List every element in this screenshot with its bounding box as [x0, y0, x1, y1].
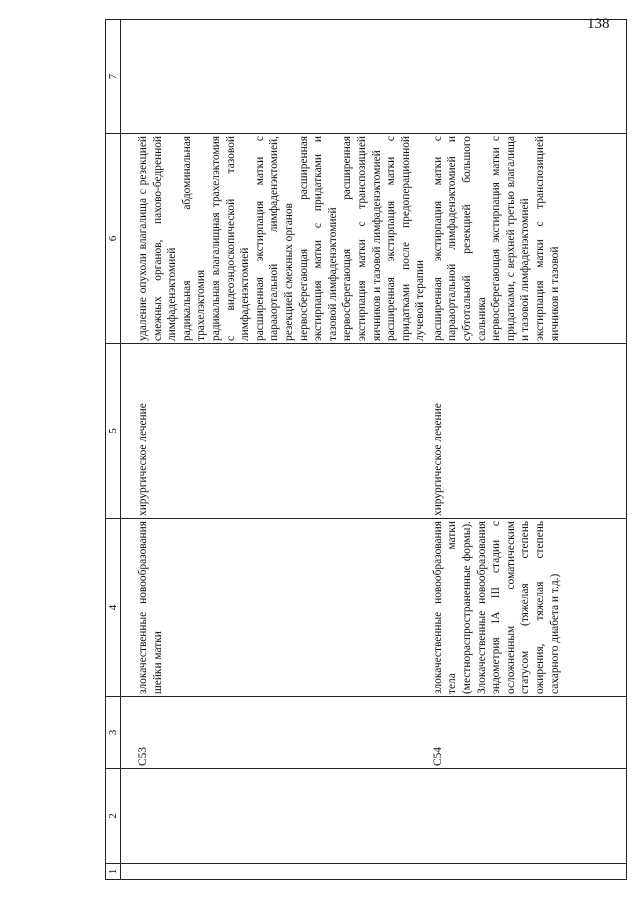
column-header: 3 [106, 697, 121, 769]
column-header: 5 [106, 344, 121, 519]
column-header: 6 [106, 134, 121, 344]
cell-diagnosis: злокачественные новообразования шейки матки [121, 519, 428, 697]
rotated-table-wrapper [105, 20, 595, 880]
column-header: 1 [106, 864, 121, 880]
column-header: 2 [106, 769, 121, 864]
cell-treatment-type: хирургическое лечение [121, 344, 428, 519]
table-row [428, 20, 627, 880]
cell-number [428, 864, 627, 880]
cell-methods [428, 134, 627, 344]
cell-number [121, 864, 428, 880]
cell-cost [121, 20, 428, 134]
medical-care-table [105, 19, 627, 880]
cell-profile [428, 769, 627, 864]
cell-profile [121, 769, 428, 864]
method-item: нервосберегающая расширенная экстирпация матки с транспозицией яичников и тазовой лимфаденэктомией [341, 136, 383, 341]
method-item: радикальная влагалищная трахелэктомия с видеоэндоскопической тазовой лимфаденэктомией [209, 136, 252, 341]
cell-diagnosis: злокачественные новообразования тела матки (местнораспространенные формы). Злокачественные новообразования эндометрия IA III стадии с осложненным соматическим статусом (тяжелая степень ожирения, тяжелая степень сахарного диабета и т.д.) [428, 519, 627, 697]
cell-code: C54 [428, 697, 627, 769]
method-item: удаление опухоли влагалища с резекцией смежных органов, пахово-бедренной лимфаденэктомией [137, 136, 179, 341]
cell-treatment-type: хирургическое лечение [428, 344, 627, 519]
column-header: 4 [106, 519, 121, 697]
method-item: экстирпация матки с транспозицией яичников и тазовой [534, 136, 561, 341]
method-item: расширенная экстирпация матки с придатками после предоперационной лучевой терапии [385, 136, 427, 341]
cell-methods [121, 134, 428, 344]
cell-code: C53 [121, 697, 428, 769]
method-item: расширенная экстирпация матки с парааортальной лимфаденэктомией и субтотальной резекцией большого сальника [431, 136, 488, 341]
page-number: 138 [587, 16, 610, 32]
column-number-row [106, 20, 121, 880]
table-row [121, 20, 428, 880]
column-header: 7 [106, 20, 121, 134]
method-item: радикальная абдоминальная трахелэктомия [180, 136, 208, 341]
method-item: расширенная экстирпация матки с парааортальной лимфаденэктомией, резекцией смежных органов [253, 136, 295, 341]
cell-cost [428, 20, 627, 134]
method-item: нервосберегающая экстирпация матки с придатками, с верхней третью влагалища и тазовой лимфаденэктомией [490, 136, 532, 341]
method-item: нервосберегающая расширенная экстирпация матки с придатками и тазовой лимфаденэктомией [297, 136, 339, 341]
